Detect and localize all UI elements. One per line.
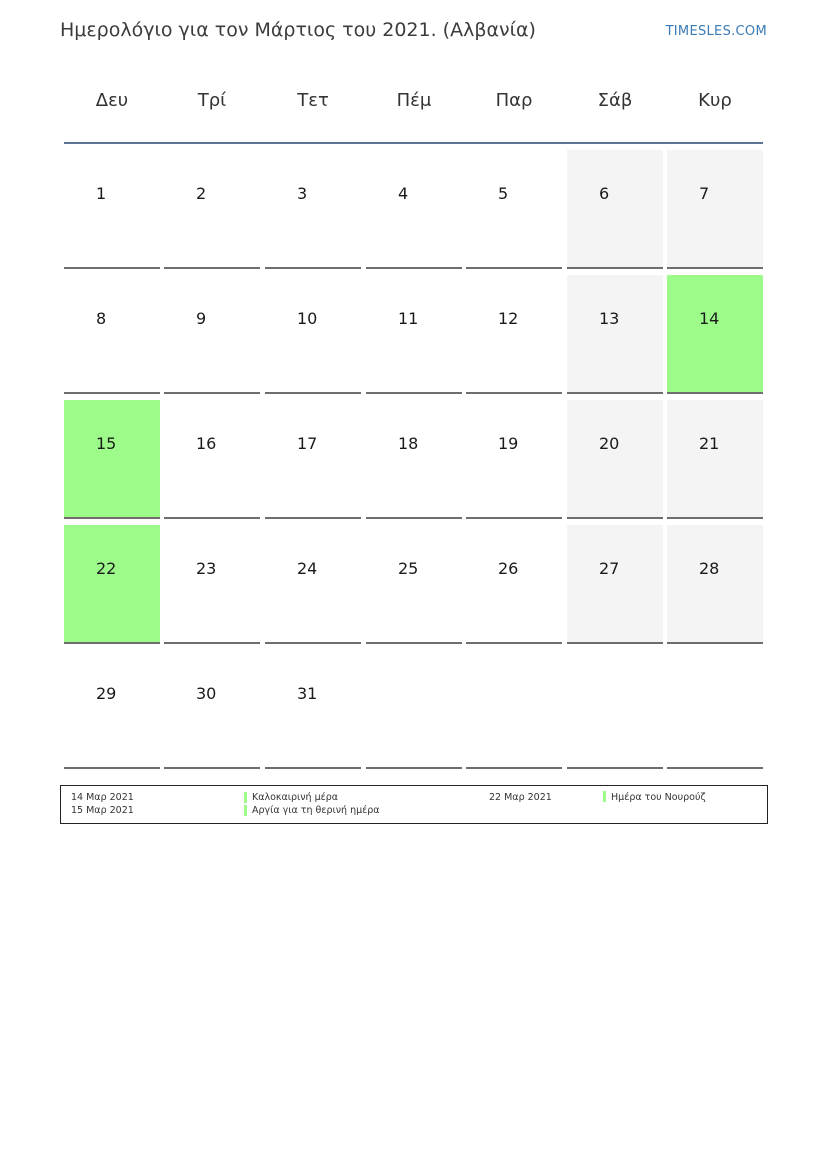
day-number: 30 bbox=[196, 684, 217, 703]
day-cell[interactable] bbox=[164, 525, 260, 644]
day-number: 21 bbox=[699, 434, 720, 453]
day-number: 11 bbox=[398, 309, 419, 328]
day-number: 24 bbox=[297, 559, 318, 578]
day-cell[interactable] bbox=[567, 400, 663, 519]
day-number: 12 bbox=[498, 309, 519, 328]
empty-day-cell bbox=[667, 650, 763, 769]
day-number: 10 bbox=[297, 309, 318, 328]
day-cell[interactable] bbox=[265, 400, 361, 519]
day-cell[interactable] bbox=[64, 650, 160, 769]
day-number: 3 bbox=[297, 184, 308, 203]
day-number: 15 bbox=[96, 434, 117, 453]
day-number: 16 bbox=[196, 434, 217, 453]
day-number: 26 bbox=[498, 559, 519, 578]
day-number: 28 bbox=[699, 559, 720, 578]
day-cell[interactable] bbox=[667, 150, 763, 269]
day-cell[interactable] bbox=[567, 525, 663, 644]
day-number: 2 bbox=[196, 184, 207, 203]
day-cell[interactable] bbox=[466, 275, 562, 394]
day-cell[interactable] bbox=[265, 150, 361, 269]
legend-date: 14 Μαρ 2021 bbox=[71, 792, 134, 803]
day-number: 17 bbox=[297, 434, 318, 453]
weekday-label: Τρί bbox=[197, 90, 227, 111]
day-cell[interactable] bbox=[164, 275, 260, 394]
holiday-color-swatch bbox=[244, 805, 247, 816]
weekday-label: Σάβ bbox=[597, 90, 633, 111]
weekday-label: Παρ bbox=[495, 90, 533, 111]
day-cell[interactable] bbox=[667, 400, 763, 519]
legend-date: 22 Μαρ 2021 bbox=[489, 792, 552, 803]
legend-holiday-name: Αργία για τη θερινή ημέρα bbox=[252, 805, 380, 816]
day-cell[interactable] bbox=[466, 400, 562, 519]
day-number: 20 bbox=[599, 434, 620, 453]
weekday-header-row bbox=[64, 90, 763, 120]
day-number: 25 bbox=[398, 559, 419, 578]
day-number: 7 bbox=[699, 184, 710, 203]
day-number: 13 bbox=[599, 309, 620, 328]
day-cell[interactable] bbox=[366, 525, 462, 644]
day-number: 18 bbox=[398, 434, 419, 453]
day-cell[interactable] bbox=[667, 275, 763, 394]
day-cell[interactable] bbox=[667, 525, 763, 644]
day-number: 4 bbox=[398, 184, 409, 203]
header-divider bbox=[64, 142, 763, 144]
empty-day-cell bbox=[366, 650, 462, 769]
day-cell[interactable] bbox=[567, 150, 663, 269]
day-cell[interactable] bbox=[164, 150, 260, 269]
day-cell[interactable] bbox=[366, 400, 462, 519]
day-number: 1 bbox=[96, 184, 107, 203]
day-number: 29 bbox=[96, 684, 117, 703]
day-cell[interactable] bbox=[567, 275, 663, 394]
legend-holiday-name: Καλοκαιρινή μέρα bbox=[252, 792, 339, 803]
legend-date: 15 Μαρ 2021 bbox=[71, 805, 134, 816]
day-number: 27 bbox=[599, 559, 620, 578]
day-number: 9 bbox=[196, 309, 207, 328]
day-cell[interactable] bbox=[64, 150, 160, 269]
weekday-label: Δευ bbox=[95, 90, 129, 111]
day-number: 6 bbox=[599, 184, 610, 203]
day-number: 31 bbox=[297, 684, 318, 703]
weekday-label: Κυρ bbox=[698, 90, 732, 111]
day-cell[interactable] bbox=[466, 525, 562, 644]
day-cell[interactable] bbox=[64, 400, 160, 519]
brand-link[interactable]: TIMESLES.COM bbox=[665, 24, 767, 39]
day-number: 8 bbox=[96, 309, 107, 328]
weekday-label: Τετ bbox=[297, 90, 329, 111]
day-number: 22 bbox=[96, 559, 117, 578]
day-cell[interactable] bbox=[366, 275, 462, 394]
day-cell[interactable] bbox=[265, 525, 361, 644]
weekday-label: Πέμ bbox=[396, 90, 432, 111]
day-number: 14 bbox=[699, 309, 720, 328]
day-cell[interactable] bbox=[64, 525, 160, 644]
day-cell[interactable] bbox=[265, 650, 361, 769]
day-number: 5 bbox=[498, 184, 509, 203]
day-cell[interactable] bbox=[164, 400, 260, 519]
day-number: 23 bbox=[196, 559, 217, 578]
page-title: Ημερολόγιο για τον Μάρτιος του 2021. (Αλβανία) bbox=[60, 19, 536, 41]
legend-holiday-name: Ημέρα του Νουρούζ bbox=[611, 792, 706, 803]
day-number: 19 bbox=[498, 434, 519, 453]
empty-day-cell bbox=[567, 650, 663, 769]
holiday-color-swatch bbox=[244, 792, 247, 803]
day-cell[interactable] bbox=[164, 650, 260, 769]
day-cell[interactable] bbox=[466, 150, 562, 269]
day-cell[interactable] bbox=[366, 150, 462, 269]
holiday-legend bbox=[60, 785, 768, 824]
day-cell[interactable] bbox=[64, 275, 160, 394]
empty-day-cell bbox=[466, 650, 562, 769]
day-cell[interactable] bbox=[265, 275, 361, 394]
holiday-color-swatch bbox=[603, 791, 606, 802]
